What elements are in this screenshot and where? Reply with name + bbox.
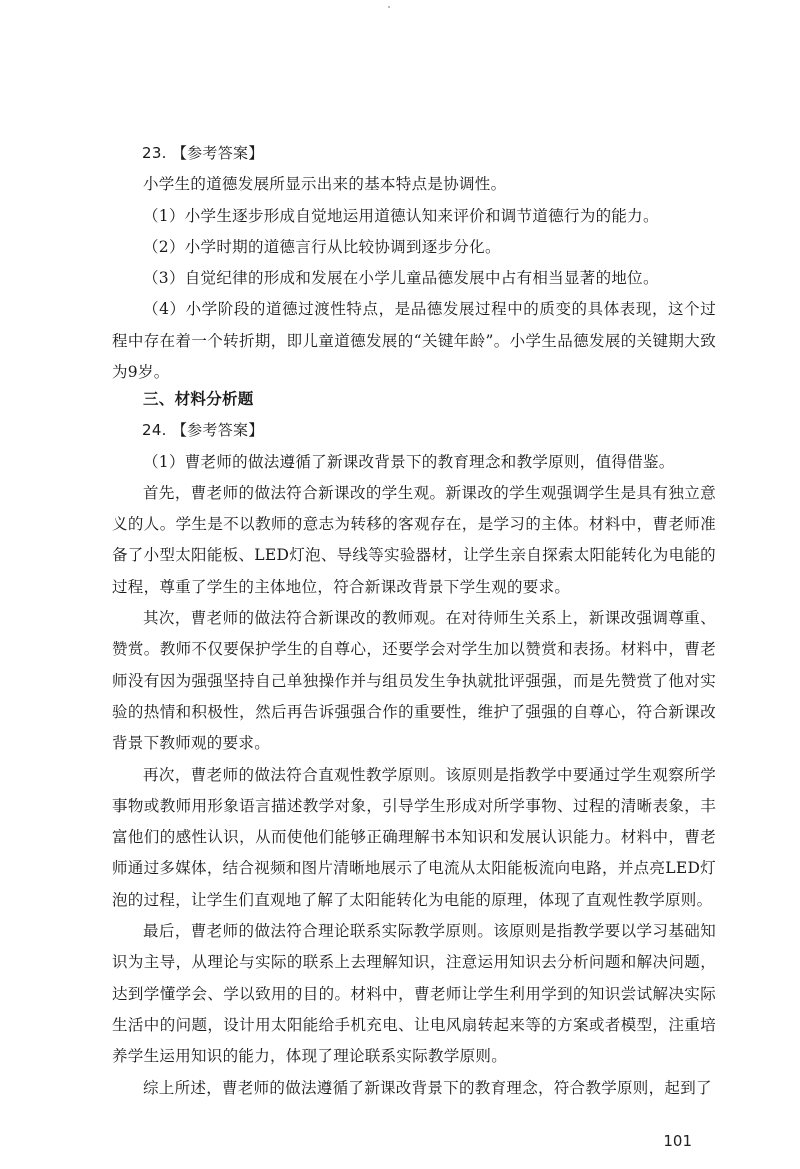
answer-23-paragraph: （1）小学生逐步形成自觉地运用道德认知来评价和调节道德行为的能力。 [143, 206, 659, 225]
answer-23-paragraph: （3）自觉纪律的形成和发展在小学儿童品德发展中占有相当显著的地位。 [143, 269, 659, 288]
answer-24-label: 24. 【参考答案】 [142, 421, 264, 440]
answer-24-paragraph: 综上所述，曹老师的做法遵循了新课改背景下的教育理念，符合教学原则，起到了 [143, 1078, 712, 1097]
page-number: 101 [663, 1132, 692, 1150]
section-title-material-analysis: 三、材料分析题 [143, 390, 254, 408]
answer-24-paragraph: 最后，曹老师的做法符合理论联系实际教学原则。该原则是指教学要以学习基础知识为主导，从理论与实际的联系上去理解知识，注意运用知识去分析问题和解决问题，达到学懂学会、学以致用的目的。材料中，曹老师让学生利用学到的知识尝试解决实际生活中的问题，设计用太阳能给手机充电、让电风扇转起来等的方案或者模型，注重培养学生运用知识的能力，体现了理论联系实际教学原则。 [112, 922, 716, 1066]
scan-speck [388, 6, 390, 8]
answer-24-paragraph: 其次，曹老师的做法符合新课改的教师观。在对待师生关系上，新课改强调尊重、赞赏。教师不仅要保护学生的自尊心，还要学会对学生加以赞赏和表扬。材料中，曹老师没有因为强强坚持自己单独操作并与组员发生争执就批评强强，而是先赞赏了他对实验的热情和积极性，然后再告诉强强合作的重要性，维护了强强的自尊心，符合新课改背景下教师观的要求。 [112, 609, 716, 753]
answer-24-block [112, 384, 716, 1104]
answer-23-paragraph: （4）小学阶段的道德过渡性特点，是品德发展过程中的质变的具体表现，这个过程中存在着一个转折期，即儿童道德发展的“关键年龄”。小学生品德发展的关键期大致为9岁。 [112, 300, 716, 382]
answer-23-paragraph: （2）小学时期的道德言行从比较协调到逐步分化。 [143, 237, 501, 256]
answer-23-paragraph: 小学生的道德发展所显示出来的基本特点是协调性。 [143, 175, 507, 194]
answer-23-label: 23. 【参考答案】 [142, 144, 264, 162]
answer-24-paragraph: 首先，曹老师的做法符合新课改的学生观。新课改的学生观强调学生是具有独立意义的人。学生是不以教师的意志为转移的客观存在，是学习的主体。材料中，曹老师准备了小型太阳能板、LED灯泡、导线等实验器材，让学生亲自探索太阳能转化为电能的过程，尊重了学生的主体地位，符合新课改背景下学生观的要求。 [112, 483, 716, 596]
answer-24-paragraph: 再次，曹老师的做法符合直观性教学原则。该原则是指教学中要通过学生观察所学事物或教师用形象语言描述教学对象，引导学生形成对所学事物、过程的清晰表象，丰富他们的感性认识，从而使他们能够正确理解书本知识和发展认识能力。材料中，曹老师通过多媒体，结合视频和图片清晰地展示了电流从太阳能板流向电路，并点亮LED灯泡的过程，让学生们直观地了解了太阳能转化为电能的原理，体现了直观性教学原则。 [112, 765, 716, 909]
answer-24-paragraph: （1）曹老师的做法遵循了新课改背景下的教育理念和教学原则，值得借鉴。 [143, 452, 675, 471]
answer-23-block [112, 138, 716, 388]
